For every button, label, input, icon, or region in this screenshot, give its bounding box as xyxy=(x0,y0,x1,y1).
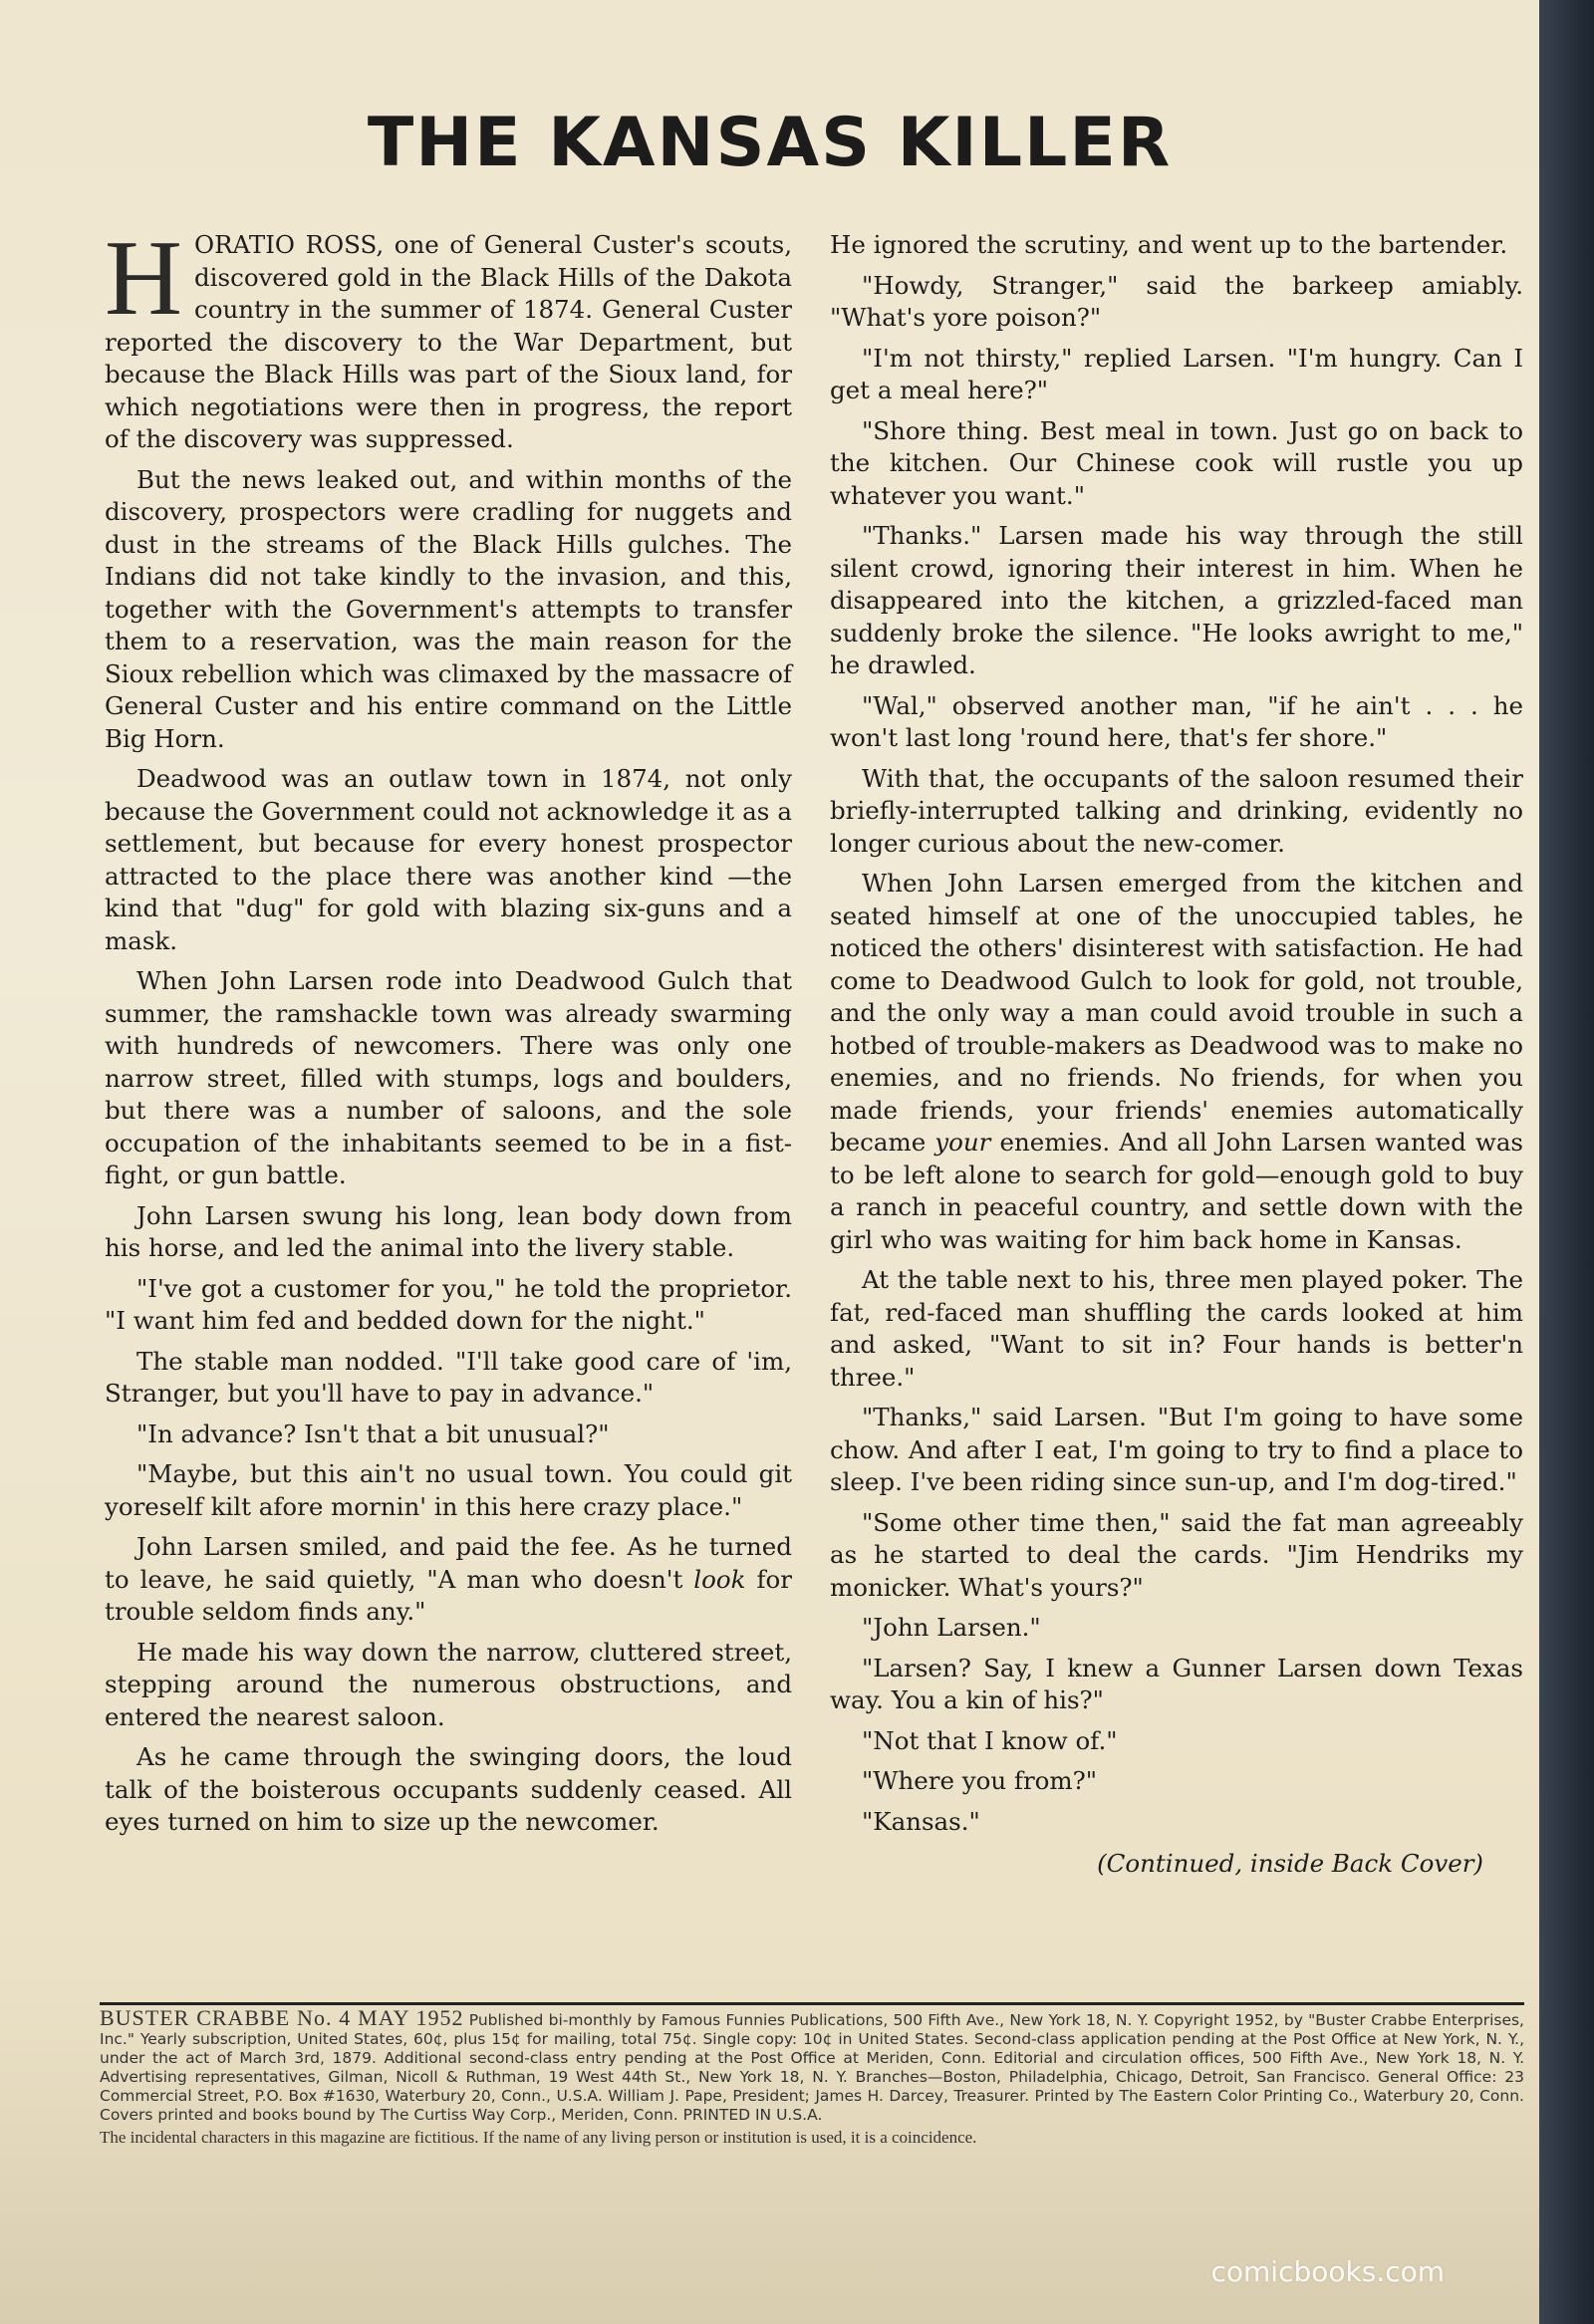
paragraph: "John Larsen." xyxy=(862,1613,1041,1642)
story-title: THE KANSAS KILLER xyxy=(367,104,1173,182)
paragraph: "Wal," observed another man, "if he ain't . . . he won't last long 'round here, that's fer shore." xyxy=(830,690,1523,752)
paragraph: At the table next to his, three men played poker. The fat, red-faced man shuffling the cards looked at him and asked, "Want to sit in? Four hands is better'n three." xyxy=(830,1265,1523,1392)
emphasis: look xyxy=(693,1564,746,1594)
paragraph-text: John Larsen smiled, and paid the fee. As he turned to leave, he said quietly, "A man who doesn't xyxy=(105,1532,792,1594)
paragraph: He made his way down the narrow, cluttered street, stepping around the numerous obstructions, and entered the nearest saloon. xyxy=(105,1637,792,1731)
publication-imprint xyxy=(100,2005,1524,2147)
emphasis: your xyxy=(934,1128,991,1157)
drop-cap: H xyxy=(105,219,182,338)
paragraph: "I'm not thirsty," replied Larsen. "I'm hungry. Can I get a meal here?" xyxy=(830,343,1523,404)
paragraph: "Where you from?" xyxy=(862,1766,1098,1795)
page-edge-background xyxy=(1539,0,1594,2324)
paragraph: "Some other time then," said the fat man agreeably as he started to deal the cards. "Jim Hendriks my monicker. What's yours?" xyxy=(830,1507,1523,1602)
paragraph-text: for trouble seldom finds any." xyxy=(105,1564,792,1626)
paragraph: John Larsen swung his long, lean body down from his horse, and led the animal into the livery stable. xyxy=(105,1200,792,1262)
imprint-text: Published bi-monthly by Famous Funnies Publications, 500 Fifth Ave., New York 18, N. Y. Copyright 1952, by "Buster Crabbe Enterprises, Inc." Yearly subscription, United States, 60¢, plus 15¢ for mailing, total 75¢. Single copy: 10¢ in United States. Second-class application pending at the Post Office at New York, N. Y., under the act of March 3rd, 1879. Additional second-class entry pending at the Post Office at Meriden, Conn. Editorial and circulation offices, 500 Fifth Ave., New York 18, N. Y. Advertising representatives, Gilman, Nicoll & Ruthman, 19 West 44th St., New York 18, N. Y. Branches—Boston, Philadelphia, Chicago, Detroit, San Francisco. General Office: 23 Commercial Street, P.O. Box #1630, Waterbury 20, Conn., U.S.A. William J. Pape, President; James H. Darcey, Treasurer. Printed by The Eastern Color Printing Co., Waterbury 20, Conn. Covers printed and books bound by The Curtiss Way Corp., Meriden, Conn. PRINTED IN U.S.A. xyxy=(100,2011,1524,2124)
paragraph: But the news leaked out, and within months of the discovery, prospectors were cradling for nuggets and dust in the streams of the Black Hills gulches. The Indians did not take kindly to the invasion, and this, together with the Government's attempts to transfer them to a reservation, was the main reason for the Sioux rebellion which was climaxed by the massacre of General Custer and his entire command on the Little Big Horn. xyxy=(105,464,792,753)
paragraph: Deadwood was an outlaw town in 1874, not only because the Government could not acknowledge it as a settlement, but because for every honest prospector attracted to the place there was another kind —the kind that "dug" for gold with blazing six-guns and a mask. xyxy=(105,764,792,955)
paragraph: The stable man nodded. "I'll take good care of 'im, Stranger, but you'll have to pay in advance." xyxy=(105,1346,792,1408)
disclaimer: The incidental characters in this magazine are fictitious. If the name of any living person or institution is used, it is a coincidence. xyxy=(100,2128,977,2147)
paragraph: "Thanks," said Larsen. "But I'm going to have some chow. And after I eat, I'm going to try to find a place to sleep. I've been riding since sun-up, and I'm dog-tired." xyxy=(830,1403,1523,1496)
paragraph: "Shore thing. Best meal in town. Just go on back to the kitchen. Our Chinese cook will rustle you up whatever you want." xyxy=(830,415,1523,510)
watermark: comicbooks.com xyxy=(1210,2255,1445,2288)
paragraph xyxy=(830,868,1523,1256)
paragraph: "Kansas." xyxy=(862,1806,980,1836)
paragraph: When John Larsen rode into Deadwood Gulch that summer, the ramshackle town was already swarming with hundreds of newcomers. There was only one narrow street, filled with stumps, logs and boulders, but there was a number of saloons, and the sole occupation of the inhabitants seemed to be in a fist-fight, or gun battle. xyxy=(105,966,792,1189)
paragraph-text: When John Larsen emerged from the kitchen and seated himself at one of the unoccupied tables, he noticed the others' disinterest with satisfaction. He had come to Deadwood Gulch to look for gold, not trouble, and the only way a man could avoid trouble in such a hotbed of trouble-makers as Deadwood was to make no enemies, and no friends. No friends, for when you made friends, your friends' enemies automatically became xyxy=(830,869,1523,1157)
continued-note: (Continued, inside Back Cover) xyxy=(1097,1849,1483,1878)
paragraph: "Thanks." Larsen made his way through the still silent crowd, ignoring their interest in him. When he disappeared into the kitchen, a grizzled-faced man suddenly broke the silence. "He looks awright to me," he drawled. xyxy=(830,521,1523,679)
issue-line: BUSTER CRABBE No. 4 MAY 1952 xyxy=(100,2005,464,2030)
paragraph: "Howdy, Stranger," said the barkeep amiably. "What's yore poison?" xyxy=(830,270,1523,332)
paragraph: He ignored the scrutiny, and went up to the bartender. xyxy=(830,230,1508,259)
left-column xyxy=(105,219,792,1847)
paragraph: "In advance? Isn't that a bit unusual?" xyxy=(136,1419,610,1448)
paragraph xyxy=(105,219,792,456)
paragraph: "Larsen? Say, I knew a Gunner Larsen down Texas way. You a kin of his?" xyxy=(830,1653,1523,1714)
paragraph: As he came through the swinging doors, the loud talk of the boisterous occupants suddenly ceased. All eyes turned on him to size up the newcomer. xyxy=(105,1742,792,1836)
paragraph-text: enemies. And all John Larsen wanted was to be left alone to search for gold—enough gold to buy a ranch in peaceful country, and settle down with the girl who was waiting for him back home in Kansas. xyxy=(830,1128,1523,1254)
paragraph: "I've got a customer for you," he told the proprietor. "I want him fed and bedded down for the night." xyxy=(105,1273,792,1335)
paragraph-text: ORATIO ROSS, one of General Custer's scouts, discovered gold in the Black Hills of the Dakota country in the summer of 1874. General Custer reported the discovery to the War Department, but because the Black Hills was part of the Sioux land, for which negotiations were then in progress, the report of the discovery was suppressed. xyxy=(105,230,792,453)
paragraph: "Maybe, but this ain't no usual town. You could git yoreself kilt afore mornin' in this here crazy place." xyxy=(105,1459,792,1521)
right-column xyxy=(830,229,1523,1881)
paragraph xyxy=(105,1531,792,1629)
paragraph: With that, the occupants of the saloon resumed their briefly-interrupted talking and drinking, evidently no longer curious about the new-comer. xyxy=(830,763,1523,858)
paragraph: "Not that I know of." xyxy=(862,1725,1118,1755)
